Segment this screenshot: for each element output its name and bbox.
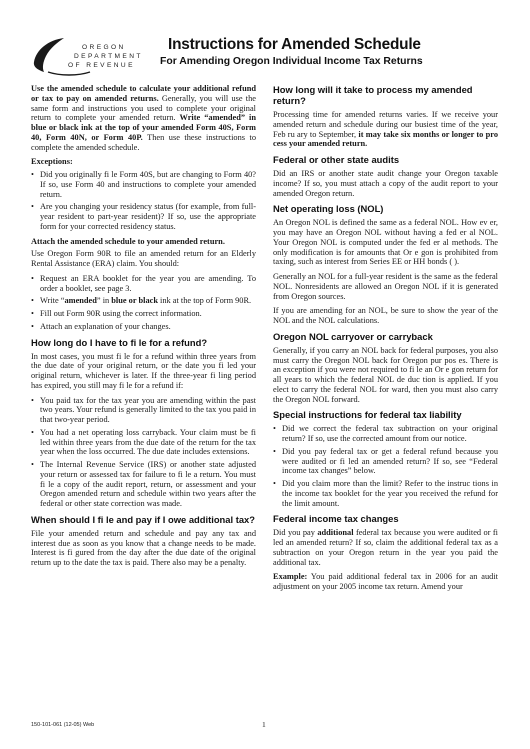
exceptions-list [31,170,256,232]
form90r-paragraph: Use Oregon Form 90R to file an amended return for an Elderly Rental Assistance (ERA) claim. You should: [31,249,256,268]
refund-deadline-list [31,396,256,509]
list-item: • Write “amended” in blue or black ink at the top of Form 90R. [31,296,252,306]
form-code: 150-101-061 (12-05) Web [31,722,95,728]
heading-nol-carryover: Oregon NOL carryover or carryback [273,330,433,342]
intro-text-1: Generally, you will use the same form and instructions you used to complete your original return to complete your amended return. [31,93,256,123]
refund-deadline-paragraph: In most cases, you must fi le for a refund within three years from the due date of your original return, or the date you fi led your original return, whichever is later. If the three-year fi ling period has expired, you still may fi le for a refund if: [31,351,256,390]
nol-paragraph-3: If you are amending for an NOL, be sure to show the year of the NOL and the NOL calculations. [273,306,498,325]
left-column [31,84,256,573]
special-list [273,424,498,508]
page-subtitle: For Amending Oregon Individual Income Tax Returns [160,56,423,67]
exceptions-label: Exceptions: [31,157,73,167]
processing-paragraph: Processing time for amended returns varies. If we receive your amended return and schedule during our busiest time of the year, Feb ru ary to September, it may take six months or longer to pro cess your amended return. [273,110,498,149]
form90r-list [31,274,256,332]
page-title: Instructions for Amended Schedule [168,36,421,53]
heading-federal-income-tax-changes: Federal income tax changes [273,513,399,525]
list-item: • Did you originally fi le Form 40S, but are changing to Form 40? If so, use Form 40 and instructions to complete your amended return. [31,170,256,199]
page-number: 1 [262,720,266,729]
federal-audits-paragraph: Did an IRS or another state audit change your Oregon taxable income? If so, you must attach a copy of the audit report to your amended Oregon return. [273,169,498,198]
heading-when-to-file: When should I fi le and pay if I owe additional tax? [31,513,255,525]
intro-bold-2: Write “amended” in blue or black ink at the top of your amended Form 40S, Form 40, Form 40N, or Form 40P. [31,113,256,142]
list-item: • Attach an explanation of your changes. [31,321,171,331]
heading-processing-time: How long will it take to process my amended return? [273,84,473,106]
list-item: • You had a net operating loss carryback. Your claim must be fi led within three years from the due date of the return for the tax year when the loss occurred. The due date includes extensions. [31,427,256,457]
when-to-file-paragraph: File your amended return and schedule and pay any tax and interest due as soon as you know that a change needs to be made. Interest is fi gured from the day after the due date of the original return up to the date the tax is paid. There also may be a penalty. [31,528,256,567]
intro-text-2: Then use these instructions to complete the amended schedule. [31,132,256,152]
list-item: • Are you changing your residency status (for example, from full-year resident to part-year resident)? If so, use the appropriate form for your corrected residency status. [31,202,256,231]
attach-label: Attach the amended schedule to your amended return. [31,236,225,246]
logo-line-3: OF REVENUE [68,62,135,69]
example-paragraph: Example: You paid additional federal tax in 2006 for an audit adjustment on your 2005 income tax return. Amend your [273,572,498,591]
heading-nol: Net operating loss (NOL) [273,203,384,215]
heading-federal-audits: Federal or other state audits [273,154,400,165]
heading-special-instructions: Special instructions for federal tax liability [273,409,462,421]
intro-paragraph [31,84,256,152]
list-item: • Did you claim more than the limit? Refer to the instruc tions in the income tax booklet for the year you received the refund for the limit amount. [273,479,498,508]
logo-line-1: OREGON [82,44,126,51]
heading-refund-deadline: How long do I have to fi le for a refund? [31,336,208,348]
list-item: • Fill out Form 90R using the correct information. [31,309,202,318]
list-item: • Did you pay federal tax or get a federal refund because you were audited or fi led an amended return? If so, see “Federal income tax changes” below. [273,446,498,476]
list-item: • Did we correct the federal tax subtraction on your original return? If so, use the corrected amount from our notice. [273,424,498,443]
fed-changes-paragraph: Did you pay additional federal tax because you were audited or fi led an amended return? If so, claim the additional federal tax as a subtraction on your Oregon return in the year you paid the additional tax. [273,528,498,567]
nol-paragraph-1: An Oregon NOL is defined the same as a federal NOL. How ev er, you may have an Oregon NOL without having a fed er al NOL. Your Oregon NOL is computed under the fed er al methods. The only modification is for amounts that Or e gon is prohibited from taxing, such as interest from Series EE or HH bonds ( ). [273,218,498,267]
list-item: • The Internal Revenue Service (IRS) or another state adjusted your return or assessed tax for failure to fi le a return. You must fi le a copy of the audit report, return, or assessment and your Oregon amended return and schedule within two years after the federal or other state correction was made. [31,460,256,508]
list-item: • You paid tax for the tax year you are amending within the past two years. Your refund is generally limited to the tax you paid in that two-year period. [31,395,256,424]
intro-bold-1: Use the amended schedule to calculate your additional refund or tax to pay on amended returns. [31,84,256,103]
nol-paragraph-2: Generally an NOL for a full-year resident is the same as the federal NOL. Nonresidents are allowed an Oregon NOL if it is generated from Oregon sources. [273,272,498,301]
right-column [273,84,498,597]
carryover-paragraph: Generally, if you carry an NOL back for federal purposes, you also must carry the Oregon NOL back for Oregon pur pos es. There is an exception if you were not required to fi le an Or e gon return for all years to which the federal NOL de duc tion is applied. If you elect to carry the federal NOL for ward, then you must also carry the Oregon NOL forward. [273,345,498,404]
list-item: • Request an ERA booklet for the year you are amending. To order a booklet, see page 3. [31,273,256,293]
oregon-dor-logo [30,32,155,78]
logo-line-2: DEPARTMENT [74,53,143,60]
